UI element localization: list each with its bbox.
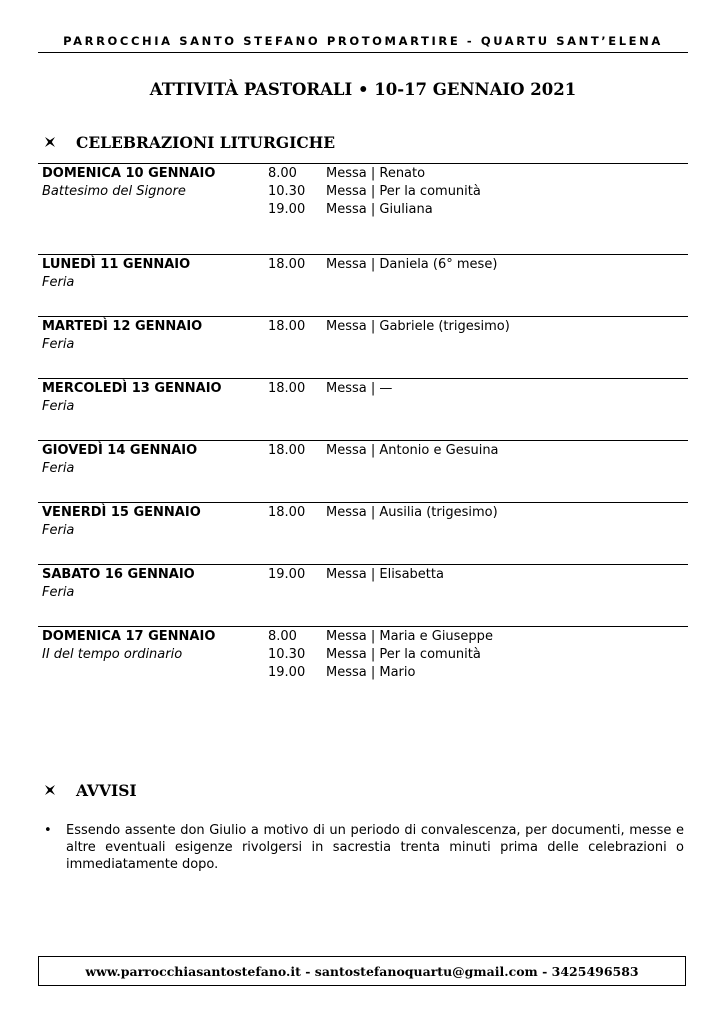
mass-intention: Messa | Elisabetta — [326, 567, 444, 582]
mass-entry — [268, 256, 497, 274]
mass-time: 19.00 — [268, 567, 306, 582]
mass-list — [268, 318, 510, 336]
day-row — [38, 440, 688, 503]
page-title: ATTIVITÀ PASTORALI • 10-17 GENNAIO 2021 — [149, 80, 577, 99]
header-divider — [38, 52, 688, 53]
mass-entry — [268, 566, 444, 584]
mass-entry — [268, 646, 493, 664]
mass-time: 8.00 — [268, 629, 297, 644]
mass-time: 19.00 — [268, 202, 306, 217]
mass-entry — [268, 201, 481, 219]
mass-entry — [268, 664, 493, 682]
day-feast: Feria — [42, 523, 75, 538]
section-title: CELEBRAZIONI LITURGICHE — [76, 132, 336, 152]
day-name: MERCOLEDÌ 13 GENNAIO — [42, 381, 222, 396]
notice-item — [44, 822, 684, 873]
day-row — [38, 316, 688, 379]
mass-entry — [268, 504, 498, 522]
footer-contact-box — [38, 956, 686, 986]
mass-time: 18.00 — [268, 381, 306, 396]
mass-time: 8.00 — [268, 166, 297, 181]
day-name: LUNEDÌ 11 GENNAIO — [42, 257, 191, 272]
day-feast: Feria — [42, 399, 75, 414]
day-row — [38, 502, 688, 565]
day-feast: II del tempo ordinario — [42, 647, 183, 662]
mass-time: 10.30 — [268, 184, 306, 199]
mass-time: 18.00 — [268, 257, 306, 272]
day-feast: Feria — [42, 275, 75, 290]
mass-intention: Messa | Renato — [326, 166, 426, 181]
day-name: DOMENICA 17 GENNAIO — [42, 629, 216, 644]
mass-intention: Messa | Mario — [326, 665, 416, 680]
day-row — [38, 163, 688, 256]
mass-time: 18.00 — [268, 319, 306, 334]
day-feast: Feria — [42, 585, 75, 600]
day-row — [38, 564, 688, 627]
day-name: GIOVEDÌ 14 GENNAIO — [42, 443, 198, 458]
mass-list — [268, 256, 497, 274]
mass-entry — [268, 380, 392, 398]
day-name: DOMENICA 10 GENNAIO — [42, 166, 216, 181]
day-name: MARTEDÌ 12 GENNAIO — [42, 319, 203, 334]
day-feast: Feria — [42, 461, 75, 476]
section-title: AVVISI — [76, 780, 137, 800]
section-heading-celebrations — [44, 131, 335, 153]
day-row — [38, 626, 688, 707]
mass-entry — [268, 183, 481, 201]
mass-entry — [268, 318, 510, 336]
mass-intention: Messa | Gabriele (trigesimo) — [326, 319, 510, 334]
day-name: VENERDÌ 15 GENNAIO — [42, 505, 201, 520]
footer-contact: www.parrocchiasantostefano.it - santostefanoquartu@gmail.com - 3425496583 — [85, 963, 639, 979]
mass-intention: Messa | Per la comunità — [326, 184, 481, 199]
mass-intention: Messa | Maria e Giuseppe — [326, 629, 493, 644]
mass-intention: Messa | Daniela (6° mese) — [326, 257, 498, 272]
mass-list — [268, 165, 481, 219]
cross-star-icon — [44, 136, 56, 148]
mass-entry — [268, 442, 499, 460]
mass-list — [268, 566, 444, 584]
mass-time: 18.00 — [268, 505, 306, 520]
mass-list — [268, 504, 498, 522]
mass-entry — [268, 165, 481, 183]
parish-header: PARROCCHIA SANTO STEFANO PROTOMARTIRE - QUARTU SANT’ELENA — [63, 34, 663, 48]
day-name: SABATO 16 GENNAIO — [42, 567, 195, 582]
mass-intention: Messa | Ausilia (trigesimo) — [326, 505, 498, 520]
mass-time: 18.00 — [268, 443, 306, 458]
mass-entry — [268, 628, 493, 646]
day-feast: Battesimo del Signore — [42, 184, 186, 199]
cross-star-icon — [44, 784, 56, 796]
mass-list — [268, 442, 499, 460]
mass-intention: Messa | — — [326, 381, 393, 396]
day-row — [38, 378, 688, 441]
section-heading-avvisi — [44, 779, 137, 801]
mass-time: 10.30 — [268, 647, 306, 662]
mass-intention: Messa | Giuliana — [326, 202, 433, 217]
mass-list — [268, 380, 392, 398]
mass-intention: Messa | Antonio e Gesuina — [326, 443, 499, 458]
mass-intention: Messa | Per la comunità — [326, 647, 481, 662]
mass-time: 19.00 — [268, 665, 306, 680]
day-feast: Feria — [42, 337, 75, 352]
bullet-icon: • — [44, 823, 52, 838]
day-row — [38, 254, 688, 317]
notice-text: Essendo assente don Giulio a motivo di un periodo di convalescenza, per documenti, messe e altre eventuali esigenze rivolgersi in sacrestia trenta minuti prima delle celebrazioni o immediatamente dopo. — [66, 823, 684, 872]
mass-list — [268, 628, 493, 682]
